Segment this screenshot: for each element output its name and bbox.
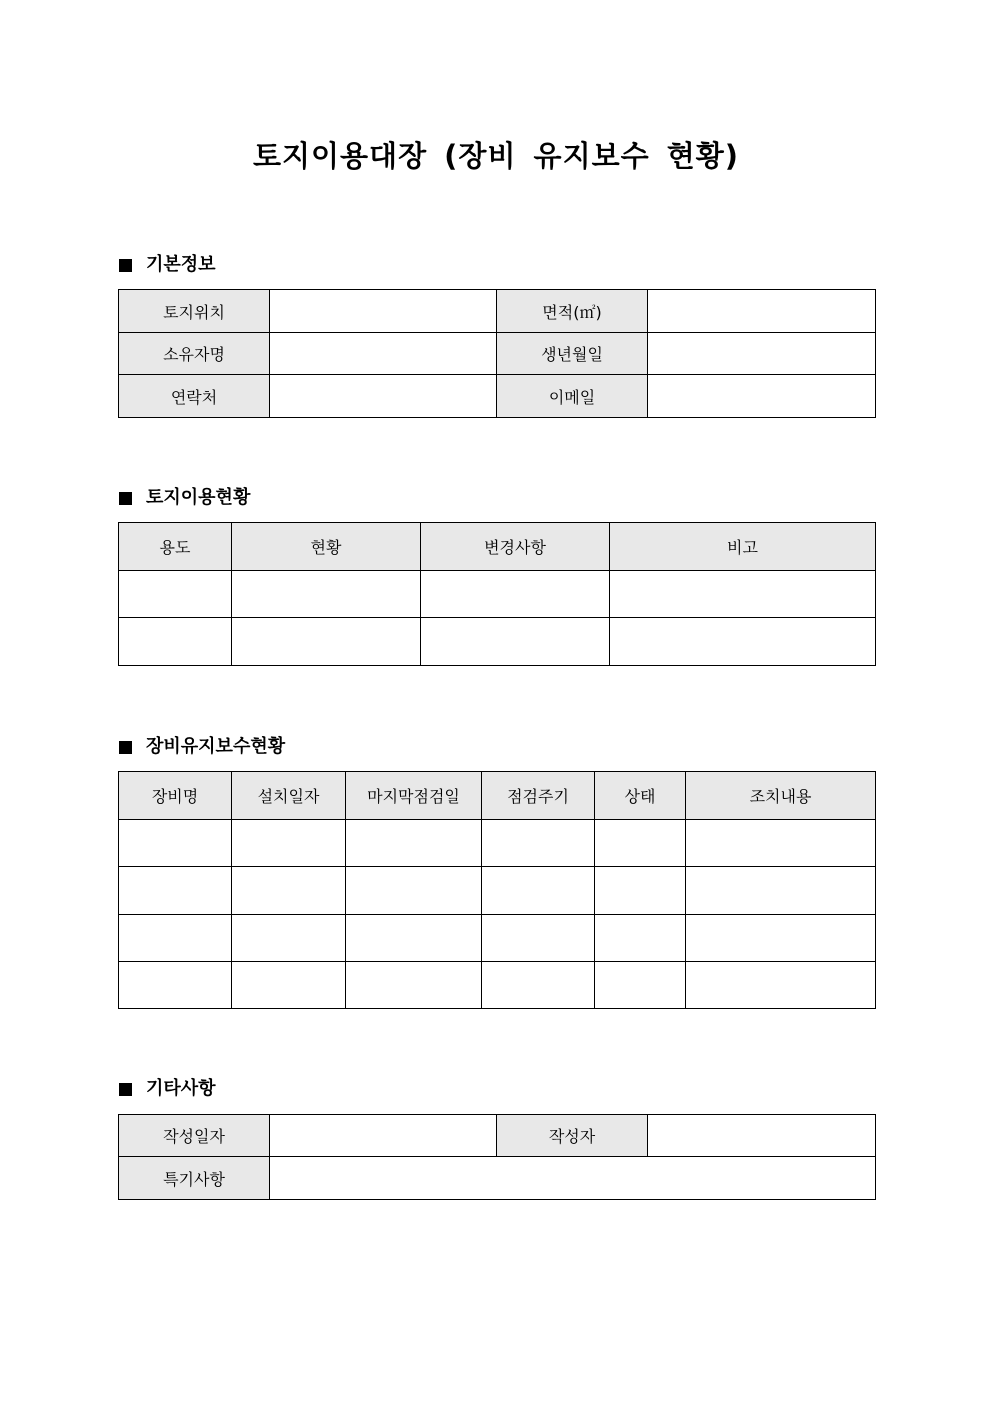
table-row bbox=[119, 962, 876, 1009]
label-special-notes: 특기사항 bbox=[119, 1157, 270, 1200]
table-cell[interactable] bbox=[686, 915, 876, 962]
area-field[interactable] bbox=[648, 290, 876, 333]
table-cell[interactable] bbox=[232, 571, 421, 618]
table-cell[interactable] bbox=[610, 571, 876, 618]
birth-date-field[interactable] bbox=[648, 333, 876, 375]
email-field[interactable] bbox=[648, 375, 876, 418]
table-cell[interactable] bbox=[595, 915, 686, 962]
table-cell[interactable] bbox=[482, 867, 595, 915]
table-cell[interactable] bbox=[119, 618, 232, 666]
column-header-status: 현황 bbox=[232, 523, 421, 571]
column-header-remarks: 비고 bbox=[610, 523, 876, 571]
table-cell[interactable] bbox=[686, 962, 876, 1009]
column-header-last-inspection: 마지막점검일 bbox=[346, 772, 482, 820]
table-cell[interactable] bbox=[346, 962, 482, 1009]
table-cell[interactable] bbox=[119, 820, 232, 867]
table-cell[interactable] bbox=[610, 618, 876, 666]
label-contact: 연락처 bbox=[119, 375, 270, 418]
table-row bbox=[119, 618, 876, 666]
equipment-table bbox=[118, 771, 876, 1009]
column-header-condition: 상태 bbox=[595, 772, 686, 820]
table-row bbox=[119, 571, 876, 618]
table-cell[interactable] bbox=[421, 571, 610, 618]
label-email: 이메일 bbox=[497, 375, 648, 418]
table-row bbox=[119, 290, 876, 333]
table-cell[interactable] bbox=[686, 820, 876, 867]
column-header-equipment-name: 장비명 bbox=[119, 772, 232, 820]
square-bullet-icon bbox=[119, 1083, 132, 1096]
label-author: 작성자 bbox=[497, 1115, 648, 1157]
table-cell[interactable] bbox=[346, 915, 482, 962]
table-cell[interactable] bbox=[119, 867, 232, 915]
table-cell[interactable] bbox=[595, 867, 686, 915]
label-birth-date: 생년월일 bbox=[497, 333, 648, 375]
table-cell[interactable] bbox=[232, 867, 346, 915]
section-heading-etc bbox=[119, 1077, 216, 1101]
square-bullet-icon bbox=[119, 259, 132, 272]
column-header-action: 조치내용 bbox=[686, 772, 876, 820]
section-title: 장비유지보수현황 bbox=[146, 736, 286, 757]
written-date-field[interactable] bbox=[270, 1115, 497, 1157]
table-cell[interactable] bbox=[346, 820, 482, 867]
table-cell[interactable] bbox=[482, 962, 595, 1009]
table-cell[interactable] bbox=[232, 962, 346, 1009]
table-cell[interactable] bbox=[686, 867, 876, 915]
square-bullet-icon bbox=[119, 741, 132, 754]
table-row bbox=[119, 1115, 876, 1157]
land-use-table bbox=[118, 522, 876, 666]
table-cell[interactable] bbox=[232, 915, 346, 962]
table-cell[interactable] bbox=[482, 820, 595, 867]
square-bullet-icon bbox=[119, 492, 132, 505]
section-heading-basic-info bbox=[119, 253, 216, 277]
table-cell[interactable] bbox=[421, 618, 610, 666]
table-row bbox=[119, 375, 876, 418]
table-row bbox=[119, 1157, 876, 1200]
table-cell[interactable] bbox=[232, 618, 421, 666]
page-title: 토지이용대장 (장비 유지보수 현황) bbox=[253, 139, 739, 173]
etc-table bbox=[118, 1114, 876, 1200]
table-cell[interactable] bbox=[482, 915, 595, 962]
contact-field[interactable] bbox=[270, 375, 497, 418]
table-cell[interactable] bbox=[119, 962, 232, 1009]
table-header-row bbox=[119, 523, 876, 571]
section-title: 토지이용현황 bbox=[146, 487, 251, 508]
table-row bbox=[119, 820, 876, 867]
table-row bbox=[119, 333, 876, 375]
column-header-usage: 용도 bbox=[119, 523, 232, 571]
label-owner-name: 소유자명 bbox=[119, 333, 270, 375]
label-written-date: 작성일자 bbox=[119, 1115, 270, 1157]
basic-info-table bbox=[118, 289, 876, 418]
table-row bbox=[119, 867, 876, 915]
owner-name-field[interactable] bbox=[270, 333, 497, 375]
table-cell[interactable] bbox=[595, 962, 686, 1009]
label-area: 면적(㎡) bbox=[497, 290, 648, 333]
author-field[interactable] bbox=[648, 1115, 876, 1157]
column-header-inspection-cycle: 점검주기 bbox=[482, 772, 595, 820]
column-header-install-date: 설치일자 bbox=[232, 772, 346, 820]
column-header-changes: 변경사항 bbox=[421, 523, 610, 571]
special-notes-field[interactable] bbox=[270, 1157, 876, 1200]
section-title: 기타사항 bbox=[146, 1078, 216, 1099]
table-header-row bbox=[119, 772, 876, 820]
section-heading-land-use bbox=[119, 486, 250, 510]
table-row bbox=[119, 915, 876, 962]
table-cell[interactable] bbox=[119, 915, 232, 962]
table-cell[interactable] bbox=[232, 820, 346, 867]
table-cell[interactable] bbox=[119, 571, 232, 618]
section-heading-equipment bbox=[119, 735, 285, 759]
section-title: 기본정보 bbox=[146, 254, 216, 275]
table-cell[interactable] bbox=[595, 820, 686, 867]
label-land-location: 토지위치 bbox=[119, 290, 270, 333]
land-location-field[interactable] bbox=[270, 290, 497, 333]
table-cell[interactable] bbox=[346, 867, 482, 915]
